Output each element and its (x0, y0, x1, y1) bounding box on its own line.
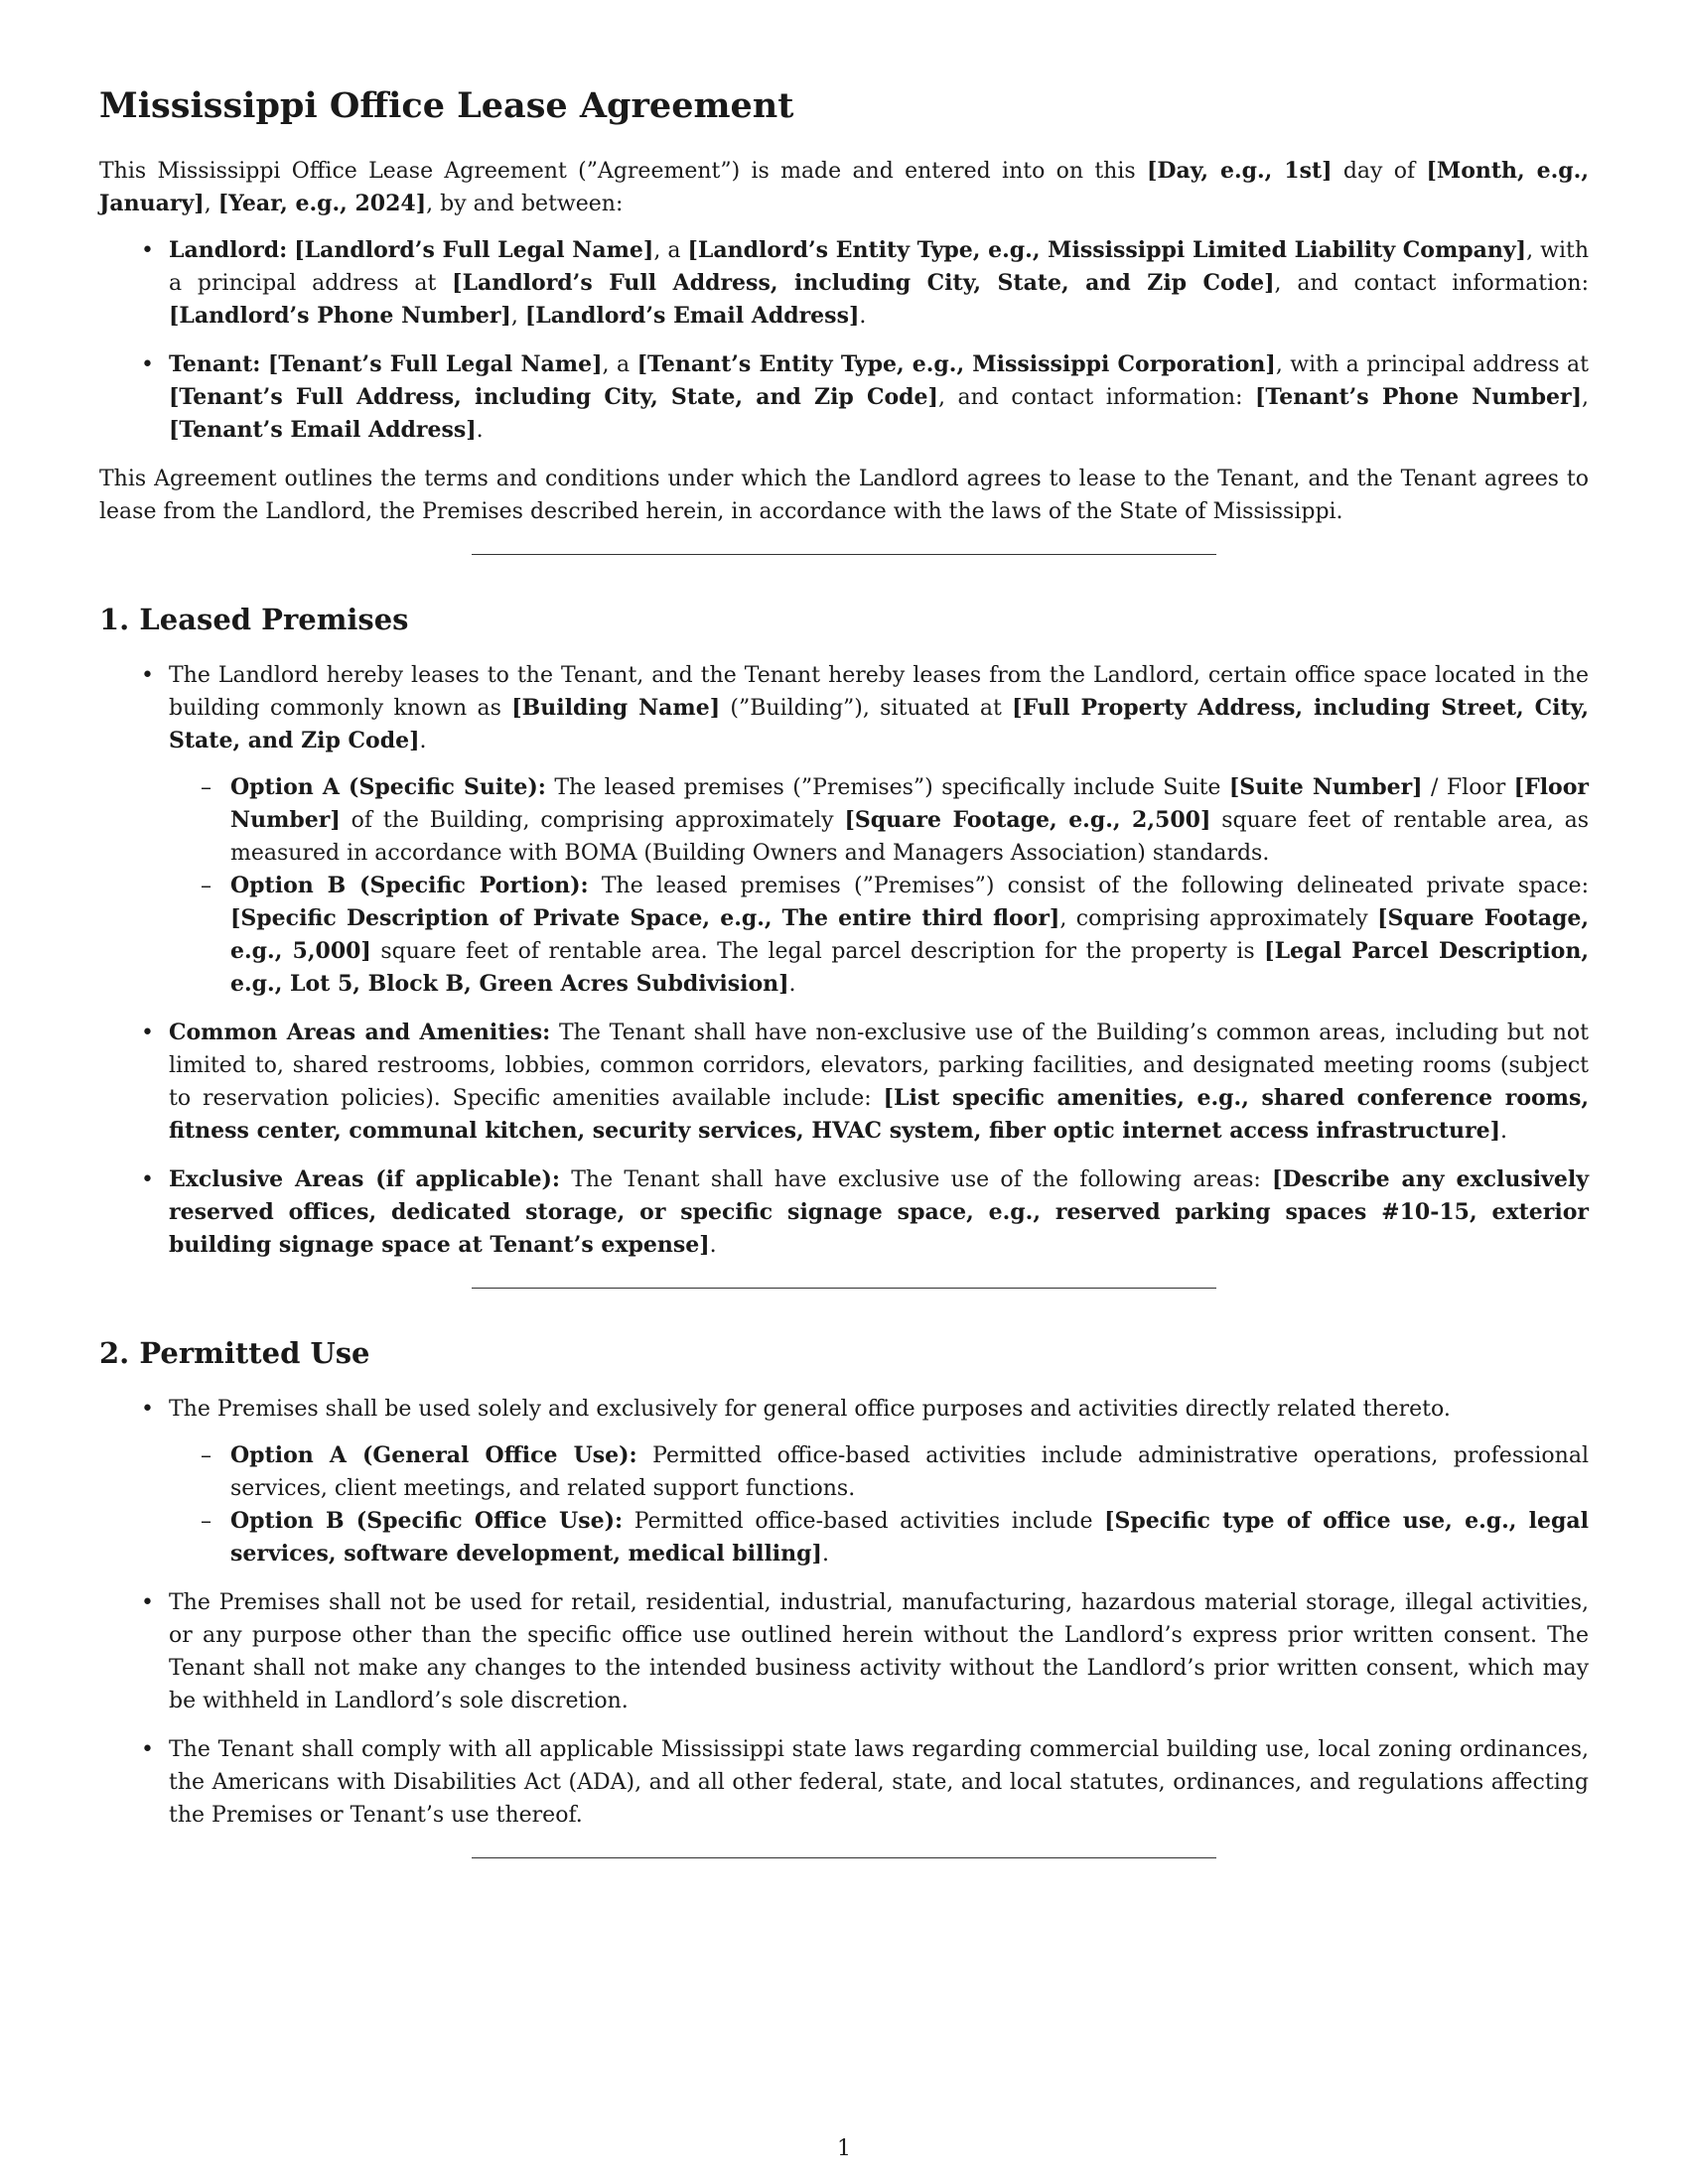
tenant-phone-placeholder: [Tenant’s Phone Number] (1254, 384, 1582, 410)
text: The leased premises (”Premises”) specifically include Suite (545, 774, 1229, 800)
landlord-address-placeholder: [Landlord’s Full Address, including City, State, and Zip Code] (452, 270, 1275, 296)
text: . (419, 728, 427, 753)
text: . (476, 418, 484, 443)
text: The leased premises (”Premises”) consist of the following delineated private space: (588, 873, 1589, 898)
text: , with a principal address at (169, 238, 1589, 296)
text (260, 352, 268, 377)
year-placeholder: [Year, e.g., 2024] (217, 191, 427, 216)
premises-options (169, 771, 1589, 1001)
landlord-entity-placeholder: [Landlord’s Entity Type, e.g., Mississippi Limited Liability Company] (687, 237, 1527, 263)
tenant-name-placeholder: [Tenant’s Full Legal Name] (267, 351, 603, 377)
option-b-portion (230, 870, 1589, 1001)
text: . (709, 1232, 717, 1258)
outline-paragraph: This Agreement outlines the terms and conditions under which the Landlord agrees to lease to the Tenant, and the Tenant agrees to lease from the Landlord, the Premises described herein, in accordance with the laws of the State of Mississippi. (99, 467, 1589, 524)
text: , (510, 304, 525, 329)
legal-parcel-placeholder: [Legal Parcel Description, e.g., Lot 5, Block B, Green Acres Subdivision] (230, 937, 1589, 997)
text: The Landlord hereby leases to the Tenant, and the Tenant hereby leases from the Landlord, certain office space located in the building commonly known as (169, 662, 1589, 721)
text: Permitted office-based activities include (623, 1508, 1105, 1534)
option-b-specific (230, 1505, 1589, 1570)
text: The Tenant shall have non-exclusive use of the Building’s common areas, including but not limited to, shared restrooms, lobbies, common corridors, elevators, parking facilities, and designated meeting rooms (subject to reservation policies). Specific amenities available include: (169, 1020, 1589, 1111)
exclusive-areas-placeholder: [Describe any exclusively reserved offices, dedicated storage, or specific signage space, e.g., reserved parking spaces #10-15, exterior building signage space at Tenant’s expense] (169, 1165, 1589, 1258)
section-2-list (99, 1393, 1589, 1832)
section-1-list (99, 659, 1589, 1262)
suite-number-placeholder: [Suite Number] (1228, 773, 1423, 800)
landlord-phone-placeholder: [Landlord’s Phone Number] (169, 303, 511, 329)
text: The Premises shall be used solely and exclusively for general office purposes and activities directly related thereto. (169, 1396, 1451, 1422)
section-divider (472, 1857, 1216, 1858)
option-a-label: Option A (Specific Suite): (230, 773, 546, 800)
text: (”Building”), situated at (720, 695, 1013, 721)
month-placeholder: [Month, e.g., January] (99, 158, 1589, 216)
permitted-use-item (169, 1393, 1589, 1570)
text: square feet of rentable area. The legal parcel description for the property is (370, 938, 1265, 964)
landlord-name-placeholder: [Landlord’s Full Legal Name] (294, 237, 654, 263)
intro-text: , by and between: (426, 192, 624, 216)
option-a-label: Option A (General Office Use): (230, 1441, 637, 1468)
tenant-address-placeholder: [Tenant’s Full Address, including City, State, and Zip Code] (169, 384, 938, 410)
text: The Tenant shall have exclusive use of the following areas: (560, 1166, 1273, 1192)
intro-text: day of (1332, 159, 1427, 184)
landlord-email-placeholder: [Landlord’s Email Address] (524, 303, 860, 329)
landlord-label: Landlord: (169, 237, 288, 263)
text: / Floor (1422, 774, 1514, 800)
exclusive-areas-label: Exclusive Areas (if applicable): (169, 1165, 561, 1192)
landlord-item (169, 234, 1589, 333)
use-options (169, 1439, 1589, 1570)
text: , a (653, 238, 688, 263)
intro-text: , (204, 192, 218, 216)
premises-item (169, 659, 1589, 1001)
square-footage-placeholder: [Square Footage, e.g., 5,000] (230, 904, 1589, 964)
option-b-label: Option B (Specific Office Use): (230, 1507, 624, 1534)
private-space-placeholder: [Specific Description of Private Space, e.g., The entire third floor] (230, 904, 1060, 931)
text: . (821, 1541, 829, 1567)
intro-text: This Mississippi Office Lease Agreement (”Agreement”) is made and entered into on this (99, 159, 1147, 184)
intro-paragraph (99, 155, 1589, 220)
page-number: 1 (837, 2136, 851, 2161)
text: , (1582, 385, 1589, 410)
text: Permitted office-based activities include administrative operations, professional services, client meetings, and related support functions. (230, 1442, 1589, 1501)
text: , and contact information: (1274, 271, 1589, 296)
property-address-placeholder: [Full Property Address, including Street, City, State, and Zip Code] (169, 694, 1590, 753)
option-b-label: Option B (Specific Portion): (230, 872, 589, 898)
amenities-placeholder: [List specific amenities, e.g., shared conference rooms, fitness center, communal kitchen, security services, HVAC system, fiber optic internet access infrastructure] (169, 1084, 1589, 1144)
prohibited-use-item: • The Premises shall not be used for retail, residential, industrial, manufacturing, hazardous material storage, illegal activities, or any purpose other than the specific office use outlined herein without the Landlord’s express prior written consent. The Tenant shall not make any changes to the intended business activity without the Landlord’s prior written consent, which may be withheld in Landlord’s sole discretion. (169, 1586, 1589, 1717)
text: , a (602, 352, 637, 377)
text: of the Building, comprising approximately (340, 807, 845, 833)
compliance-item: • The Tenant shall comply with all applicable Mississippi state laws regarding commercial building use, local zoning ordinances, the Americans with Disabilities Act (ADA), and all other federal, state, and local statutes, ordinances, and regulations affecting the Premises or Tenant’s use thereof. (169, 1733, 1589, 1832)
floor-number-placeholder: [Floor Number] (230, 773, 1589, 833)
building-name-placeholder: [Building Name] (511, 694, 721, 721)
document-title: Mississippi Office Lease Agreement (99, 85, 794, 126)
text: square feet of rentable area, as measured in accordance with BOMA (Building Owners and Managers Association) standards. (230, 807, 1589, 866)
tenant-label: Tenant: (169, 351, 261, 377)
common-areas-label: Common Areas and Amenities: (169, 1019, 551, 1045)
common-areas-item (169, 1017, 1589, 1148)
tenant-entity-placeholder: [Tenant’s Entity Type, e.g., Mississippi Corporation] (636, 351, 1276, 377)
tenant-item (169, 348, 1589, 447)
office-use-placeholder: [Specific type of office use, e.g., legal services, software development, medical billing] (230, 1507, 1590, 1567)
day-placeholder: [Day, e.g., 1st] (1146, 158, 1333, 184)
parties-list (99, 234, 1589, 447)
text: . (1500, 1118, 1508, 1144)
option-a-suite (230, 771, 1589, 870)
section-1-heading: 1. Leased Premises (99, 603, 409, 636)
text: , and contact information: (937, 385, 1255, 410)
tenant-email-placeholder: [Tenant’s Email Address] (169, 417, 477, 443)
exclusive-areas-item (169, 1163, 1589, 1262)
text: . (788, 971, 796, 997)
section-divider (472, 1288, 1216, 1289)
option-a-general (230, 1439, 1589, 1505)
section-2-heading: 2. Permitted Use (99, 1335, 370, 1370)
text: . (859, 304, 867, 329)
text: , comprising approximately (1059, 905, 1378, 931)
section-divider (472, 554, 1216, 555)
square-footage-placeholder: [Square Footage, e.g., 2,500] (844, 806, 1211, 833)
text: , with a principal address at (1275, 352, 1589, 377)
